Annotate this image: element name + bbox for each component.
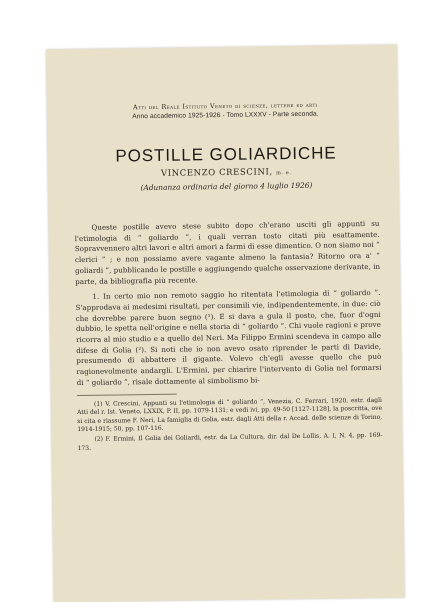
- volume-info: Anno accademico 1925-1926 - Tomo LXXXV - Parte seconda.: [132, 110, 319, 121]
- author-name: VINCENZO CRESCINI,: [160, 167, 273, 179]
- footnote: (2) F. Ermini, Il Golia dei Goliardi, estr. da La Cultura, dir. dal De Lollis, A. I, N. 4, pp. 169-173.: [77, 431, 383, 452]
- paragraph: 1. In certo mio non remoto saggio ho ritentata l'etimologia di “ goliardo ”. S'approdava ai medesimi risultati, per consimili vie, indipendentemente, in due: ciò che dovrebbe parere buon segno (¹). E si dava a gula il posto, che, fuor d'ogni dubbio, le spetta nell'origine e nella storia di “ goliardo ”. Chi vuole ragioni e prove ricorra al mio studio e a quello del Neri. Ma Filippo Ermini scendeva in campo alle difese di Golia (²). Si noti che io non avevo osato riprender le parti di Davide, presumendo di abbattere il gigante. Volevo ch'egli avesse quello che può ragionevolmente andargli. L'Ermini, per chiarire l'intervento di Golia nel formarsi di “ goliardo ”, risale dottamente al simbolismo bi-: [75, 288, 382, 387]
- document-page: [46, 45, 405, 602]
- footnote-divider: [77, 393, 177, 395]
- article-title: POSTILLE GOLIARDICHE: [115, 143, 337, 166]
- paragraph: Queste postille avevo stese subito dopo ch'erano usciti gli appunti su l'etimologia di “ goliardo ”, i quali verran tosto citati più esattamente. Sopravvennero altri lavori e altri amori a farmi di esse dimentico. O non siamo noi “ clerici ” ; e non possiamo avere vagante almeno la fantasia? Ritorno ora a' “ goliardi ”, pubblicando le postille e aggiungendo qualche osservazione derivante, in parte, da bibliografia più recente.: [74, 218, 381, 286]
- article-body: [74, 219, 381, 389]
- footnote: (1) V. Crescini, Appunti su l'etimologia di “ goliardo ”, Venezia, C. Ferrari, 1920, estr. dagli Atti del r. Ist. Veneto, LXXIX, P. II, pp. 1079-1131; e vedi ivi, pp. 49-50 [1127-1128], la poscritta, ove si cita e riassume F. Neri, La famiglia di Golia, estr. dagli Atti della r. Accad. delle scienze di Torino, 1914-1915; 50, pp. 107-116.: [77, 396, 383, 434]
- author-line: [74, 166, 379, 180]
- session-note: (Adunanza ordinaria del giorno 4 luglio 1926): [140, 180, 313, 193]
- author-title: m. e.: [276, 170, 292, 177]
- page-content: [73, 100, 383, 453]
- journal-header: Atti del Reale Istituto Veneto di scienze, lettere ed arti: [132, 100, 318, 112]
